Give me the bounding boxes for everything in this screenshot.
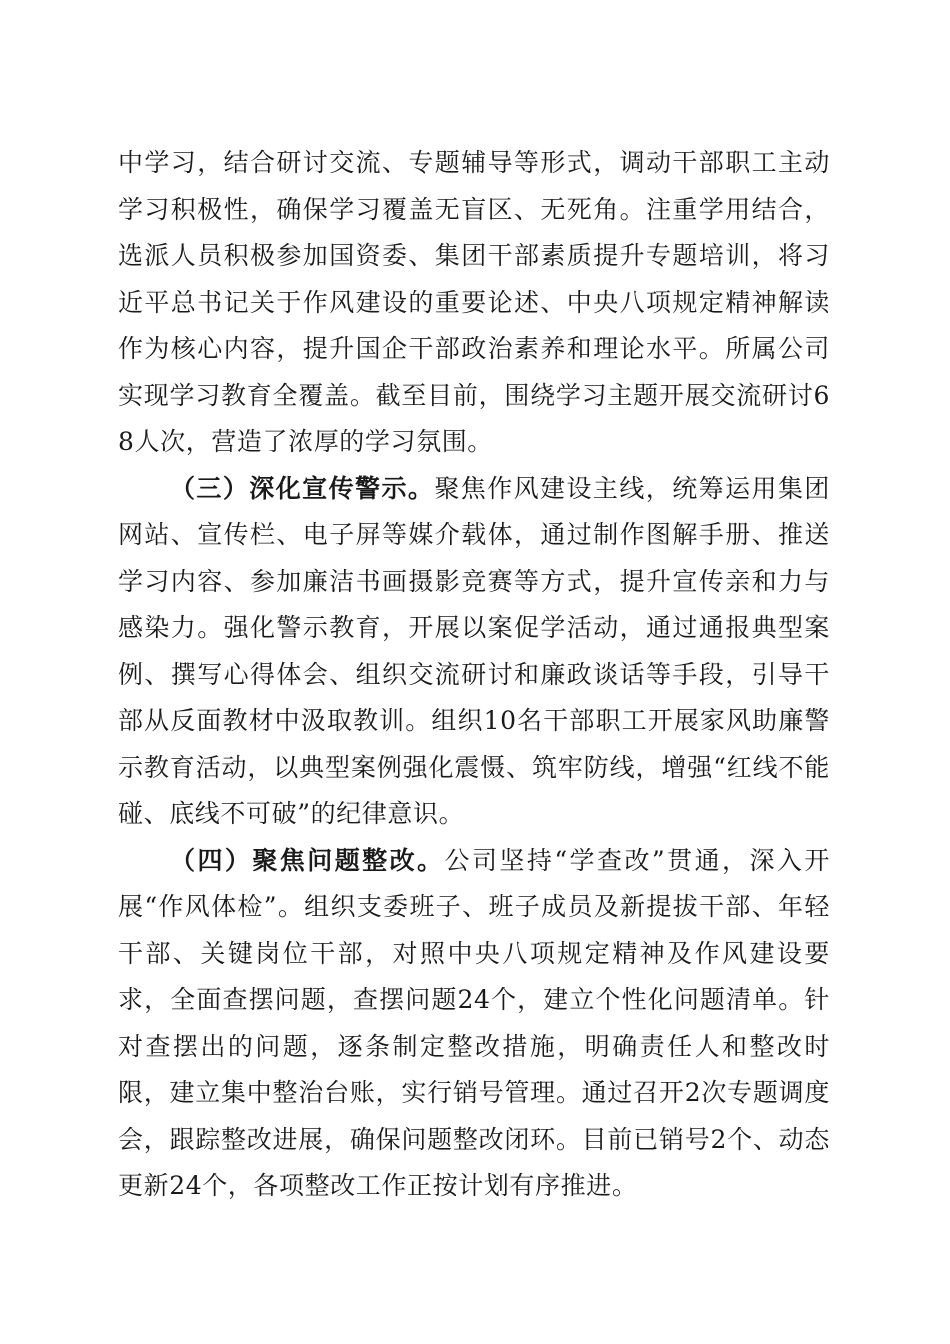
document-body (118, 140, 830, 1210)
paragraph-rectification (118, 838, 830, 1210)
paragraph-study-continued (118, 140, 830, 466)
paragraph-publicity-warning (118, 466, 830, 838)
section-heading-publicity: （三）深化宣传警示。 (170, 473, 435, 503)
paragraph-text: 中学习，结合研讨交流、专题辅导等形式，调动干部职工主动学习积极性，确保学习覆盖无盲区、无死角。注重学用结合，选派人员积极参加国资委、集团干部素质提升专题培训，将习近平总书记关于作风建设的重要论述、中央八项规定精神解读作为核心内容，提升国企干部政治素养和理论水平。所属公司实现学习教育全覆盖。截至目前，围绕学习主题开展交流研讨68人次，营造了浓厚的学习氛围。 (118, 148, 830, 456)
paragraph-text: 公司坚持“学查改”贯通，深入开展“作风体检”。组织支委班子、班子成员及新提拔干部、年轻干部、关键岗位干部，对照中央八项规定精神及作风建设要求，全面查摆问题，查摆问题24个，建立个性化问题清单。针对查摆出的问题，逐条制定整改措施，明确责任人和整改时限，建立集中整治台账，实行销号管理。通过召开2次专题调度会，跟踪整改进展，确保问题整改闭环。目前已销号2个、动态更新24个，各项整改工作正按计划有序推进。 (118, 845, 830, 1200)
paragraph-text: 聚焦作风建设主线，统筹运用集团网站、宣传栏、电子屏等媒介载体，通过制作图解手册、推送学习内容、参加廉洁书画摄影竞赛等方式，提升宣传亲和力与感染力。强化警示教育，开展以案促学活动，通过通报典型案例、撰写心得体会、组织交流研讨和廉政谈话等手段，引导干部从反面教材中汲取教训。组织10名干部职工开展家风助廉警示教育活动，以典型案例强化震慑、筑牢防线，增强“红线不能碰、底线不可破”的纪律意识。 (118, 473, 830, 828)
section-heading-rectification: （四）聚焦问题整改。 (170, 845, 445, 875)
